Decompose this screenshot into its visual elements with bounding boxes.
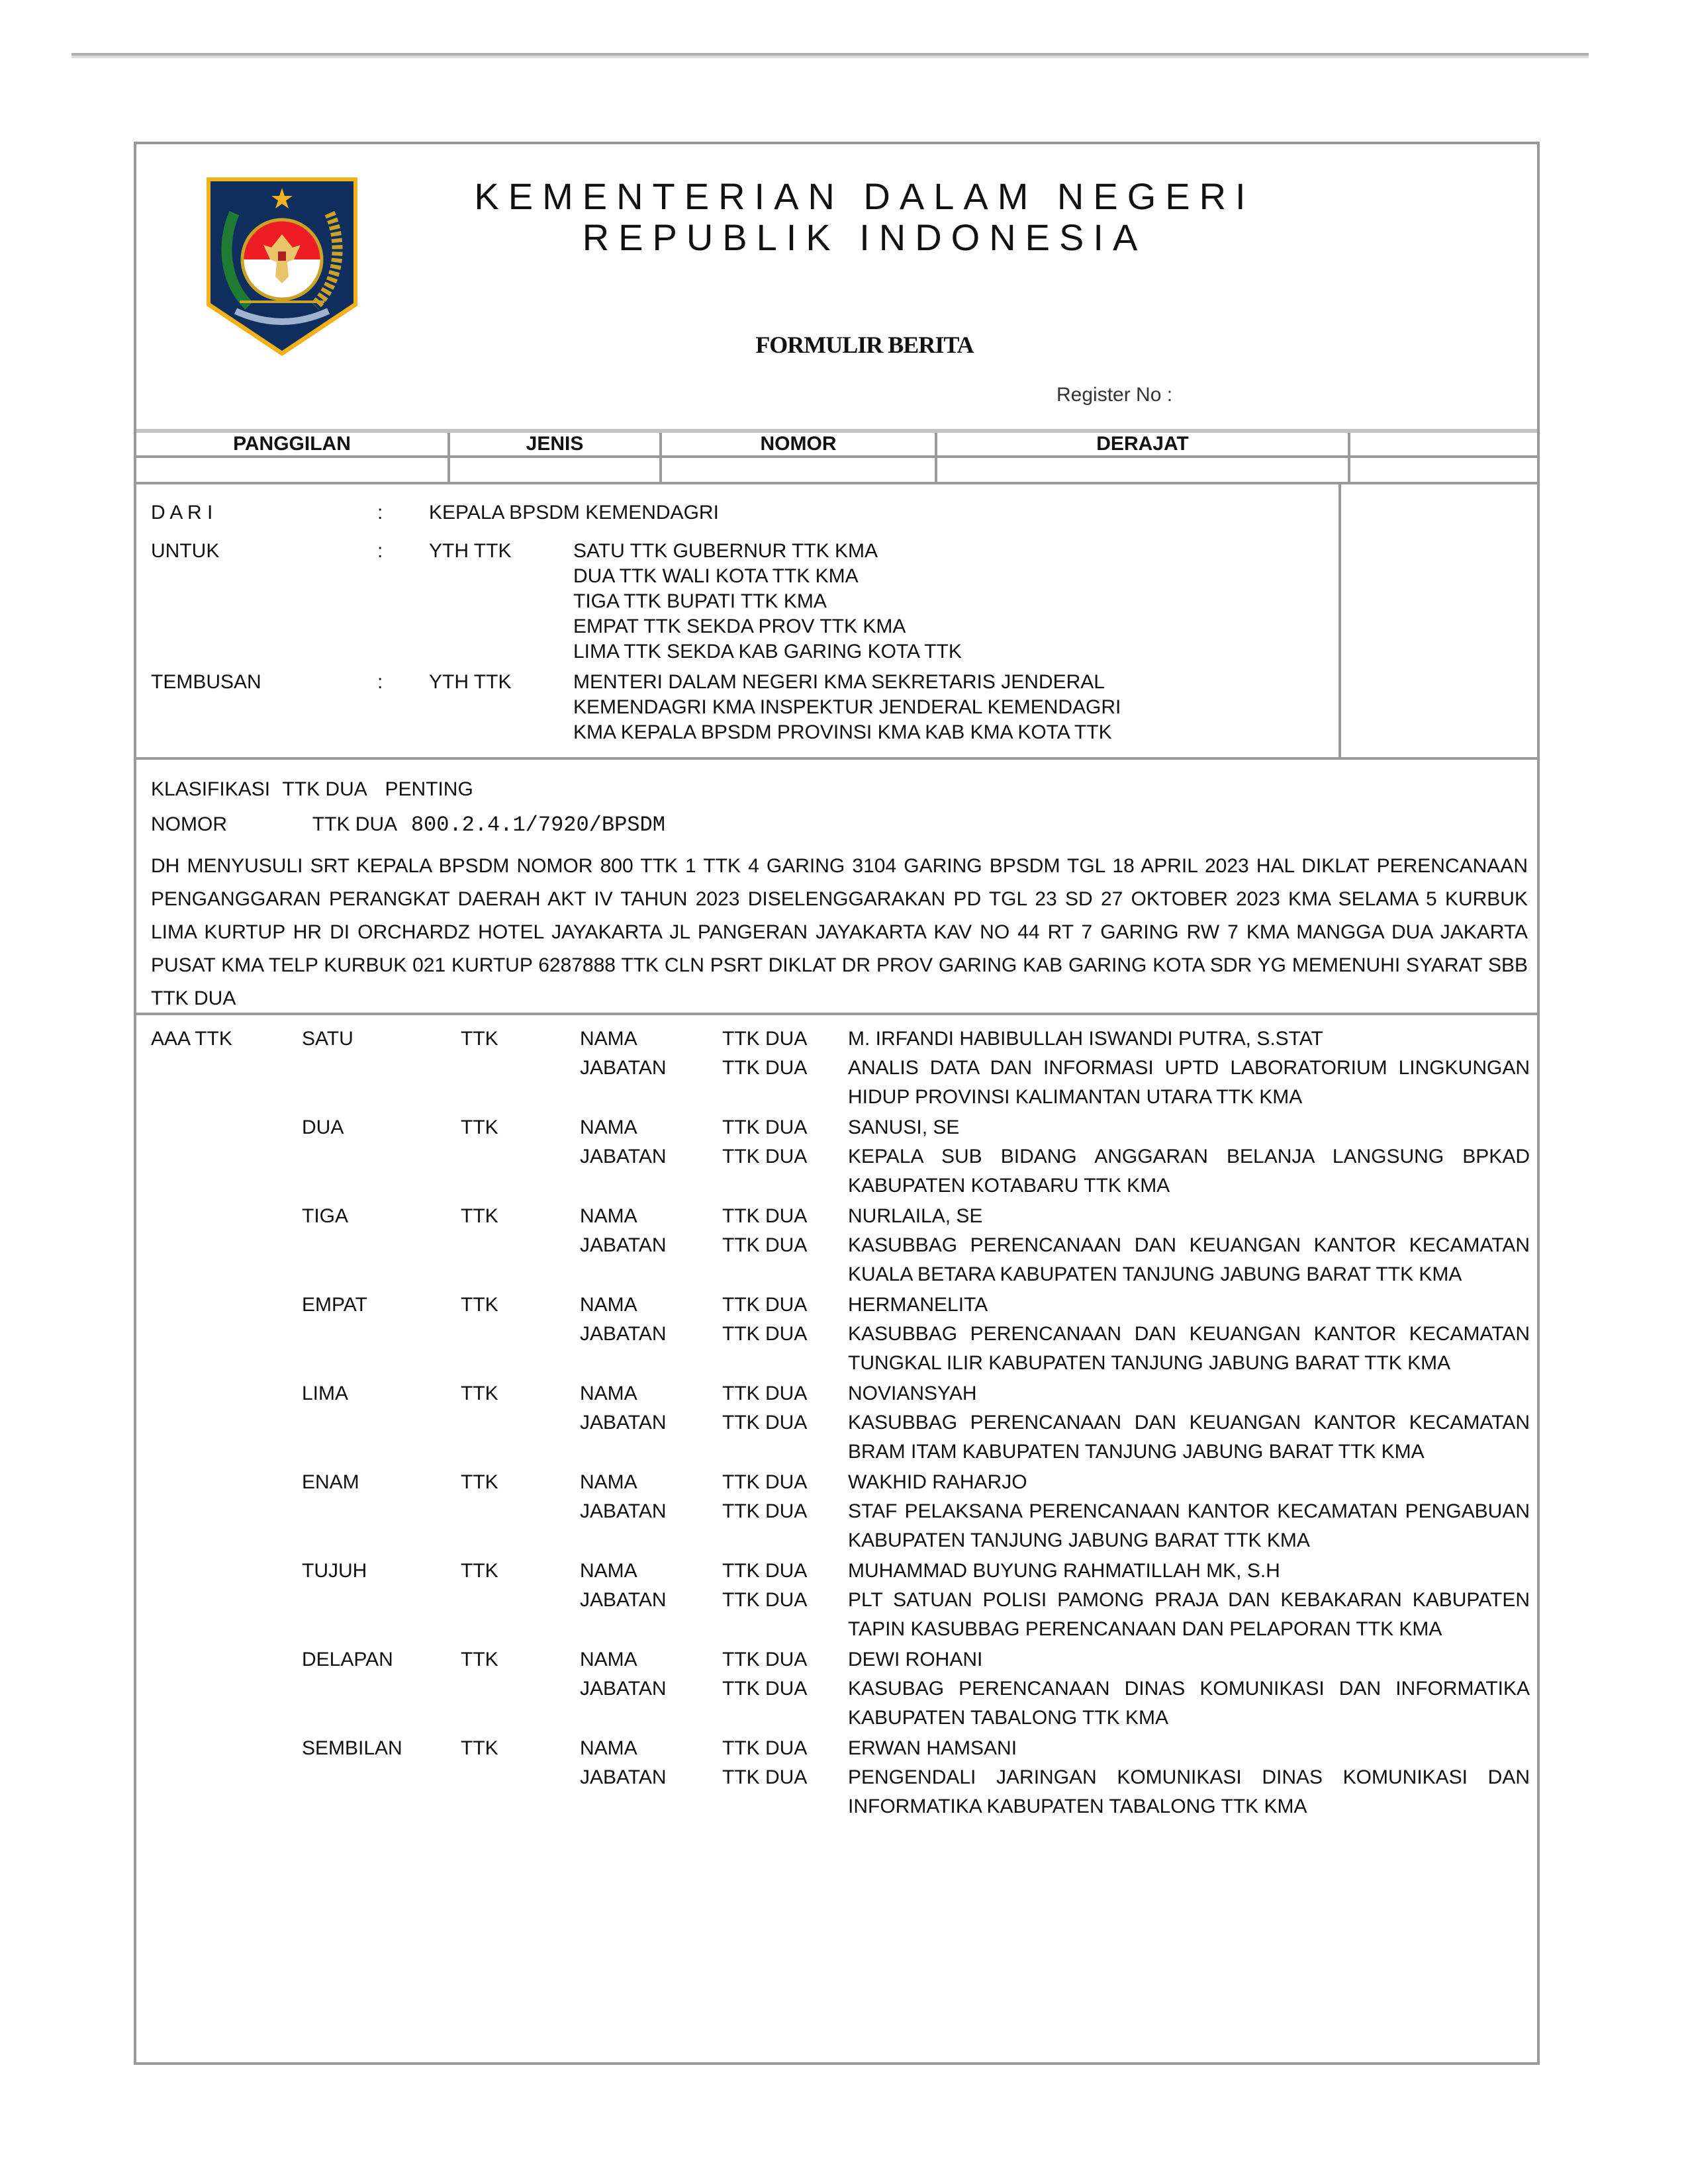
jabatan-colon: TTK DUA — [722, 1678, 808, 1700]
address-divider — [1338, 484, 1341, 757]
nama-colon: TTK DUA — [722, 1737, 808, 1759]
form-title: FORMULIR BERITA — [755, 332, 974, 358]
untuk-label: UNTUK — [151, 540, 220, 562]
participant-jabatan-line — [136, 1142, 1537, 1201]
participant-nama: M. IRFANDI HABIBULLAH ISWANDI PUTRA, S.STAT — [848, 1028, 1323, 1050]
jabatan-label: JABATAN — [580, 1234, 667, 1256]
participant-nama-line — [136, 1379, 1537, 1408]
participant-sep: TTK — [461, 1205, 498, 1227]
register-number-label: Register No : — [1056, 384, 1173, 406]
participant-nama-line — [136, 1113, 1537, 1142]
jabatan-label: JABATAN — [580, 1057, 667, 1079]
participant-sep: TTK — [461, 1560, 498, 1582]
tembusan-line: MENTERI DALAM NEGERI KMA SEKRETARIS JENDERAL — [573, 671, 1105, 693]
participant-sep: TTK — [461, 1471, 498, 1493]
value-panggilan — [136, 457, 449, 483]
participant-nama-line — [136, 1468, 1537, 1497]
participant-nama: NURLAILA, SE — [848, 1205, 983, 1227]
participant-jabatan: PLT SATUAN POLISI PAMONG PRAJA DAN KEBAKARAN KABUPATEN TAPIN KASUBBAG PERENCANAAN DAN PELAPORAN TTK KMA — [848, 1589, 1530, 1640]
jabatan-colon: TTK DUA — [722, 1234, 808, 1256]
jabatan-label: JABATAN — [580, 1678, 667, 1700]
kemendagri-emblem-icon — [203, 173, 361, 359]
col-panggilan: PANGGILAN — [136, 431, 449, 457]
col-jenis: JENIS — [449, 431, 661, 457]
participant-entry — [136, 1557, 1537, 1644]
participant-jabatan: KEPALA SUB BIDANG ANGGARAN BELANJA LANGSUNG BPKAD KABUPATEN KOTABARU TTK KMA — [848, 1146, 1530, 1197]
jabatan-colon: TTK DUA — [722, 1057, 808, 1079]
participant-jabatan: PENGENDALI JARINGAN KOMUNIKASI DINAS KOMUNIKASI DAN INFORMATIKA KABUPATEN TABALONG TTK KMA — [848, 1766, 1530, 1817]
participant-entry — [136, 1291, 1537, 1378]
nama-label: NAMA — [580, 1560, 637, 1582]
section-label — [136, 1734, 302, 1763]
value-derajat — [936, 457, 1349, 483]
untuk-line: TIGA TTK BUPATI TTK KMA — [573, 590, 827, 612]
participant-sep: TTK — [461, 1294, 498, 1316]
jabatan-label: JABATAN — [580, 1146, 667, 1167]
tembusan-prefix: YTH TTK — [429, 671, 512, 693]
nama-label: NAMA — [580, 1649, 637, 1670]
col-derajat: DERAJAT — [936, 431, 1349, 457]
section-label — [136, 1113, 302, 1142]
participant-jabatan-line — [136, 1408, 1537, 1467]
participant-ordinal: EMPAT — [302, 1294, 367, 1316]
participant-sep: TTK — [461, 1116, 498, 1138]
participant-nama: ERWAN HAMSANI — [848, 1737, 1017, 1759]
participant-nama: WAKHID RAHARJO — [848, 1471, 1027, 1493]
ministry-title — [361, 176, 1368, 258]
participant-ordinal: SATU — [302, 1028, 353, 1050]
participant-jabatan: KASUBBAG PERENCANAAN DAN KEUANGAN KANTOR KECAMATAN TUNGKAL ILIR KABUPATEN TANJUNG JABUNG BARAT TTK KMA — [848, 1323, 1530, 1374]
section-label — [136, 1379, 302, 1408]
nomor-label: NOMOR — [151, 813, 227, 835]
jabatan-label: JABATAN — [580, 1323, 667, 1345]
page-top-rule — [71, 53, 1589, 58]
participant-entry — [136, 1202, 1537, 1289]
tembusan-line: KEMENDAGRI KMA INSPEKTUR JENDERAL KEMENDAGRI — [573, 696, 1121, 718]
jabatan-colon: TTK DUA — [722, 1589, 808, 1611]
untuk-line: SATU TTK GUBERNUR TTK KMA — [573, 540, 878, 562]
jabatan-colon: TTK DUA — [722, 1766, 808, 1788]
participant-jabatan-line — [136, 1497, 1537, 1555]
participant-jabatan-line — [136, 1674, 1537, 1733]
participant-jabatan-line — [136, 1231, 1537, 1289]
participant-sep: TTK — [461, 1028, 498, 1050]
untuk-line: DUA TTK WALI KOTA TTK KMA — [573, 565, 859, 587]
tembusan-label: TEMBUSAN — [151, 671, 261, 693]
tembusan-colon: : — [377, 671, 383, 693]
routing-grid-values — [136, 457, 1537, 483]
tembusan-recipients — [573, 670, 1121, 745]
participant-jabatan-line — [136, 1586, 1537, 1644]
nama-label: NAMA — [580, 1294, 637, 1316]
tembusan-line: KMA KEPALA BPSDM PROVINSI KMA KAB KMA KOTA TTK — [573, 721, 1112, 743]
participant-jabatan-line — [136, 1320, 1537, 1378]
participant-jabatan: STAF PELAKSANA PERENCANAAN KANTOR KECAMATAN PENGABUAN KABUPATEN TANJUNG JABUNG BARAT TTK KMA — [848, 1500, 1530, 1551]
participant-nama-line — [136, 1291, 1537, 1320]
nama-label: NAMA — [580, 1471, 637, 1493]
jabatan-label: JABATAN — [580, 1589, 667, 1611]
participant-jabatan-line — [136, 1763, 1537, 1821]
participant-entry — [136, 1379, 1537, 1467]
ministry-title-line1: KEMENTERIAN DALAM NEGERI — [474, 175, 1255, 217]
participant-nama-line — [136, 1734, 1537, 1763]
untuk-line: LIMA TTK SEKDA KAB GARING KOTA TTK — [573, 641, 962, 662]
section-label — [136, 1202, 302, 1231]
participant-ordinal: TUJUH — [302, 1560, 367, 1582]
dari-colon: : — [377, 502, 383, 523]
nomor-row — [151, 813, 665, 837]
participant-sep: TTK — [461, 1737, 498, 1759]
address-block — [136, 484, 1537, 760]
nama-label: NAMA — [580, 1383, 637, 1404]
message-body: DH MENYUSULI SRT KEPALA BPSDM NOMOR 800 TTK 1 TTK 4 GARING 3104 GARING BPSDM TGL 18 APRIL 2023 HAL DIKLAT PERENCANAAN PENGANGGARAN PERANGKAT DAERAH AKT IV TAHUN 2023 DISELENGGARAKAN PD TGL 23 SD 27 OKTOBER 2023 KMA SELAMA 5 KURBUK LIMA KURTUP HR DI ORCHARDZ HOTEL JAYAKARTA JL PANGERAN JAYAKARTA KAV NO 44 RT 7 GARING RW 7 KMA MANGGA DUA JAKARTA PUSAT KMA TELP KURBUK 021 KURTUP 6287888 TTK CLN PSRT DIKLAT DR PROV GARING KAB GARING KOTA SDR YG MEMENUHI SYARAT SBB TTK DUA — [151, 855, 1528, 1009]
participant-ordinal: DELAPAN — [302, 1649, 393, 1670]
nama-label: NAMA — [580, 1116, 637, 1138]
value-jenis — [449, 457, 661, 483]
untuk-prefix: YTH TTK — [429, 540, 512, 562]
nama-colon: TTK DUA — [722, 1116, 808, 1138]
jabatan-label: JABATAN — [580, 1412, 667, 1433]
participant-jabatan-line — [136, 1054, 1537, 1112]
participant-ordinal: LIMA — [302, 1383, 349, 1404]
participant-nama: NOVIANSYAH — [848, 1383, 977, 1404]
section-label: AAA TTK — [151, 1028, 232, 1050]
klasifikasi-row — [151, 778, 473, 801]
participant-jabatan: ANALIS DATA DAN INFORMASI UPTD LABORATORIUM LINGKUNGAN HIDUP PROVINSI KALIMANTAN UTARA TTK KMA — [848, 1057, 1530, 1108]
participant-entry — [136, 1024, 1537, 1112]
klasifikasi-sep: TTK DUA — [282, 778, 367, 800]
jabatan-colon: TTK DUA — [722, 1412, 808, 1433]
jabatan-colon: TTK DUA — [722, 1323, 808, 1345]
participant-jabatan: KASUBAG PERENCANAAN DINAS KOMUNIKASI DAN INFORMATIKA KABUPATEN TABALONG TTK KMA — [848, 1678, 1530, 1729]
participant-nama: MUHAMMAD BUYUNG RAHMATILLAH MK, S.H — [848, 1560, 1280, 1582]
participant-nama-line — [136, 1557, 1537, 1586]
klasifikasi-value: PENTING — [385, 778, 473, 800]
jabatan-label: JABATAN — [580, 1500, 667, 1522]
nama-colon: TTK DUA — [722, 1383, 808, 1404]
section-label — [136, 1645, 302, 1674]
participant-sep: TTK — [461, 1383, 498, 1404]
dari-label: D A R I — [151, 502, 213, 523]
nama-colon: TTK DUA — [722, 1649, 808, 1670]
col-nomor: NOMOR — [661, 431, 936, 457]
routing-grid — [136, 429, 1537, 484]
participant-ordinal: ENAM — [302, 1471, 359, 1493]
klasifikasi-label: KLASIFIKASI — [151, 778, 271, 800]
col-extra — [1349, 431, 1537, 457]
participant-jabatan: KASUBBAG PERENCANAAN DAN KEUANGAN KANTOR KECAMATAN KUALA BETARA KABUPATEN TANJUNG JABUNG BARAT TTK KMA — [848, 1234, 1530, 1285]
nama-colon: TTK DUA — [722, 1028, 808, 1050]
section-label — [136, 1291, 302, 1320]
participant-ordinal: SEMBILAN — [302, 1737, 402, 1759]
nomor-value: 800.2.4.1/7920/BPSDM — [410, 813, 665, 837]
participant-nama: DEWI ROHANI — [848, 1649, 983, 1670]
nama-label: NAMA — [580, 1028, 637, 1050]
participant-jabatan: KASUBBAG PERENCANAAN DAN KEUANGAN KANTOR KECAMATAN BRAM ITAM KABUPATEN TANJUNG JABUNG BARAT TTK KMA — [848, 1412, 1530, 1463]
untuk-colon: : — [377, 540, 383, 562]
dari-value: KEPALA BPSDM KEMENDAGRI — [429, 502, 719, 523]
participant-nama: HERMANELITA — [848, 1294, 988, 1316]
participant-entry — [136, 1113, 1537, 1201]
participant-sep: TTK — [461, 1649, 498, 1670]
untuk-recipients — [573, 539, 962, 664]
jabatan-colon: TTK DUA — [722, 1146, 808, 1167]
participant-nama: SANUSI, SE — [848, 1116, 960, 1138]
participant-entry — [136, 1468, 1537, 1555]
section-label — [136, 1468, 302, 1497]
participant-entry — [136, 1645, 1537, 1733]
value-extra — [1349, 457, 1537, 483]
participants-list — [136, 1024, 1537, 1821]
nama-label: NAMA — [580, 1205, 637, 1227]
ministry-title-line2: REPUBLIK INDONESIA — [582, 216, 1147, 258]
participant-nama-line — [136, 1645, 1537, 1674]
nama-colon: TTK DUA — [722, 1294, 808, 1316]
participants-separator — [136, 1013, 1537, 1015]
participant-nama-line — [136, 1202, 1537, 1231]
value-nomor — [661, 457, 936, 483]
participant-entry — [136, 1734, 1537, 1821]
routing-grid-header — [136, 431, 1537, 457]
jabatan-colon: TTK DUA — [722, 1500, 808, 1522]
section-label — [136, 1557, 302, 1586]
participant-nama-line — [136, 1024, 1537, 1054]
nama-colon: TTK DUA — [722, 1560, 808, 1582]
formulir-berita-form — [134, 142, 1540, 2065]
participant-ordinal: TIGA — [302, 1205, 349, 1227]
nama-colon: TTK DUA — [722, 1205, 808, 1227]
untuk-line: EMPAT TTK SEKDA PROV TTK KMA — [573, 615, 906, 637]
nama-colon: TTK DUA — [722, 1471, 808, 1493]
nama-label: NAMA — [580, 1737, 637, 1759]
participant-ordinal: DUA — [302, 1116, 344, 1138]
nomor-sep: TTK DUA — [312, 813, 397, 835]
jabatan-label: JABATAN — [580, 1766, 667, 1788]
